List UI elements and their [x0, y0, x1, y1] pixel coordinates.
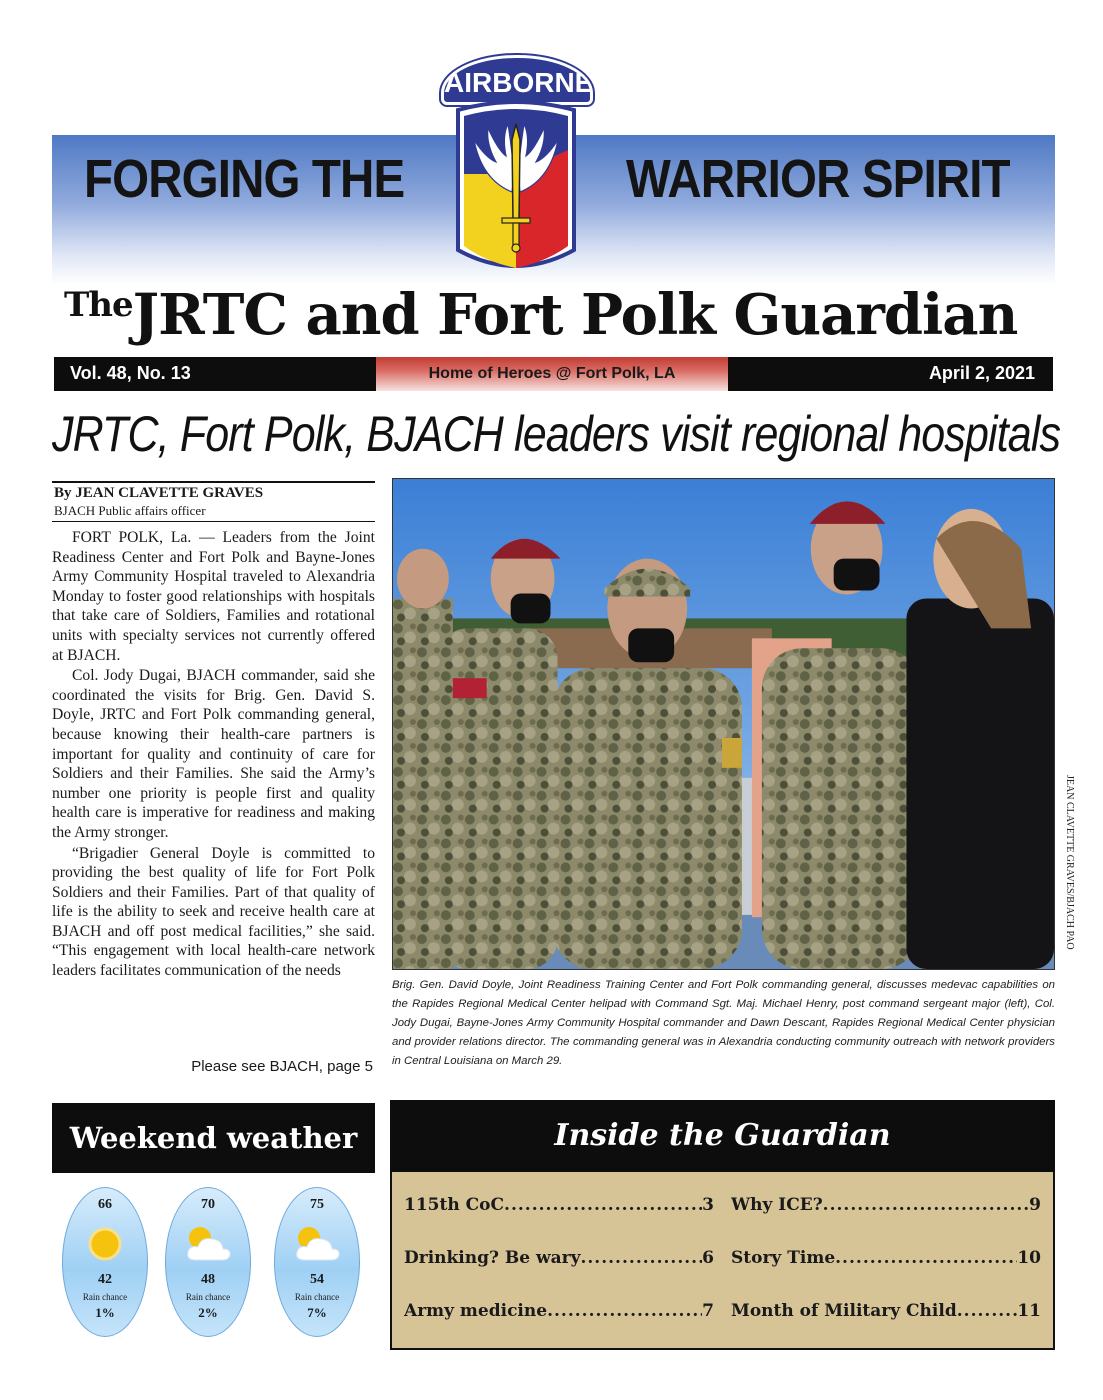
tagline: Home of Heroes @ Fort Polk, LA: [376, 357, 728, 391]
toc-page: 9: [1029, 1195, 1041, 1215]
byline-rule-bottom: [52, 521, 375, 522]
toc-label: Why ICE?: [731, 1195, 823, 1215]
toc-page: 6: [702, 1248, 714, 1268]
newspaper-title: [64, 282, 1054, 348]
article-headline: JRTC, Fort Polk, BJACH leaders visit regional hospitals: [52, 406, 1061, 462]
toc-page: 11: [1017, 1301, 1041, 1321]
toc-page: 3: [702, 1195, 714, 1215]
toc-item[interactable]: [404, 1248, 714, 1268]
toc-page: 7: [702, 1301, 714, 1321]
issue-date: April 2, 2021: [928, 363, 1035, 383]
dateline-bar: [54, 357, 1053, 391]
article-paragraph: Col. Jody Dugai, BJACH commander, said she coordinated the visits for Brig. Gen. David S. Doyle, JRTC and Fort Polk commanding general, because knowing their health-care partners is important for quality and continuity of care for Soldiers and their Families. She said the Army’s number one priority is people first and quality health care is imperative for readiness and making the Army stronger.: [52, 667, 375, 841]
low-temp: 48: [201, 1272, 215, 1287]
rain-chance-label: Rain chance: [82, 1292, 128, 1302]
photo-caption: Brig. Gen. David Doyle, Joint Readiness Training Center and Fort Polk commanding general, discusses medevac capabilities on the Rapides Regional Medical Center helipad with Command Sgt. Maj. Michael Henry, post command sergeant major (left), Col. Jody Dugai, Bayne-Jones Army Community Hospital commander and Dawn Descant, Rapides Regional Medical Center physician and provider relations director. The commanding general was in Alexandria conducting community outreach with network providers in Central Louisiana on March 29.: [392, 979, 1055, 1067]
byline-author: By JEAN CLAVETTE GRAVES: [54, 485, 264, 501]
byline-rule-top: [52, 481, 375, 483]
volume-number: Vol. 48, No. 13: [70, 363, 191, 383]
weather-title: Weekend weather: [52, 1103, 375, 1173]
title-main: JRTC and Fort Polk Guardian: [132, 282, 1018, 348]
forecast-day-2: [165, 1187, 251, 1337]
inside-title: Inside the Guardian: [390, 1100, 1055, 1172]
toc-leader: [957, 1301, 1018, 1321]
toc-item[interactable]: [731, 1301, 1041, 1321]
rain-chance-value: 1%: [95, 1305, 115, 1320]
article-body: [52, 528, 375, 982]
forecast-day-1: [62, 1187, 148, 1337]
byline-title: BJACH Public affairs officer: [54, 503, 206, 518]
airborne-tab: AIRBORNE: [441, 55, 593, 105]
photo-credit: JEAN CLAVETTE GRAVES/BJACH PAO: [1064, 775, 1075, 950]
toc-item[interactable]: [731, 1248, 1041, 1268]
toc-label: 115th CoC: [404, 1195, 505, 1215]
title-prefix: The: [64, 285, 133, 325]
low-temp: 54: [310, 1272, 324, 1287]
article-paragraph: “Brigadier General Doyle is committed to providing the best quality of life for Fort Polk Soldiers and their Families. Part of that quality of life is the ability to seek and receive health care at BJACH and off post medical facilities,” she said. “This engagement with local health-care network leaders facilitates communication of the needs: [52, 844, 375, 980]
toc-label: Month of Military Child: [731, 1301, 957, 1321]
continuation-link[interactable]: Please see BJACH, page 5: [191, 1058, 373, 1075]
toc-leader: [580, 1248, 702, 1268]
rain-chance-label: Rain chance: [294, 1292, 340, 1302]
high-temp: 75: [310, 1197, 324, 1212]
toc-item[interactable]: [404, 1195, 714, 1215]
partly-cloudy-icon: [291, 1222, 343, 1266]
toc-leader: [547, 1301, 702, 1321]
rain-chance-label: Rain chance: [185, 1292, 231, 1302]
low-temp: 42: [98, 1272, 112, 1287]
forecast-day-3: [274, 1187, 360, 1337]
toc-page: 10: [1017, 1248, 1041, 1268]
toc-item[interactable]: [731, 1195, 1041, 1215]
toc-leader: [504, 1195, 702, 1215]
rain-chance-value: 7%: [307, 1305, 327, 1320]
high-temp: 70: [201, 1197, 215, 1212]
toc-label: Story Time: [731, 1248, 836, 1268]
toc-leader: [823, 1195, 1030, 1215]
banner-slogan-right: WARRIOR SPIRIT: [626, 149, 1010, 209]
rain-chance-value: 2%: [198, 1305, 218, 1320]
banner-slogan-left: FORGING THE: [84, 149, 405, 209]
partly-cloudy-icon: [182, 1222, 234, 1266]
toc-item[interactable]: [404, 1301, 714, 1321]
toc-leader: [835, 1248, 1017, 1268]
jrtc-patch-icon: [452, 100, 580, 278]
toc-label: Army medicine: [404, 1301, 548, 1321]
article-paragraph: FORT POLK, La. — Leaders from the Joint Readiness Center and Fort Polk and Bayne-Jones Army Community Hospital traveled to Alexandria Monday to foster good relationships with hospitals that take care of Soldiers, Families and rotational units with specialty services not currently offered at BJACH.: [52, 529, 375, 664]
high-temp: 66: [98, 1197, 112, 1212]
toc-label: Drinking? Be wary: [404, 1248, 581, 1268]
article-photo: [392, 478, 1055, 970]
sun-icon: [79, 1222, 131, 1266]
